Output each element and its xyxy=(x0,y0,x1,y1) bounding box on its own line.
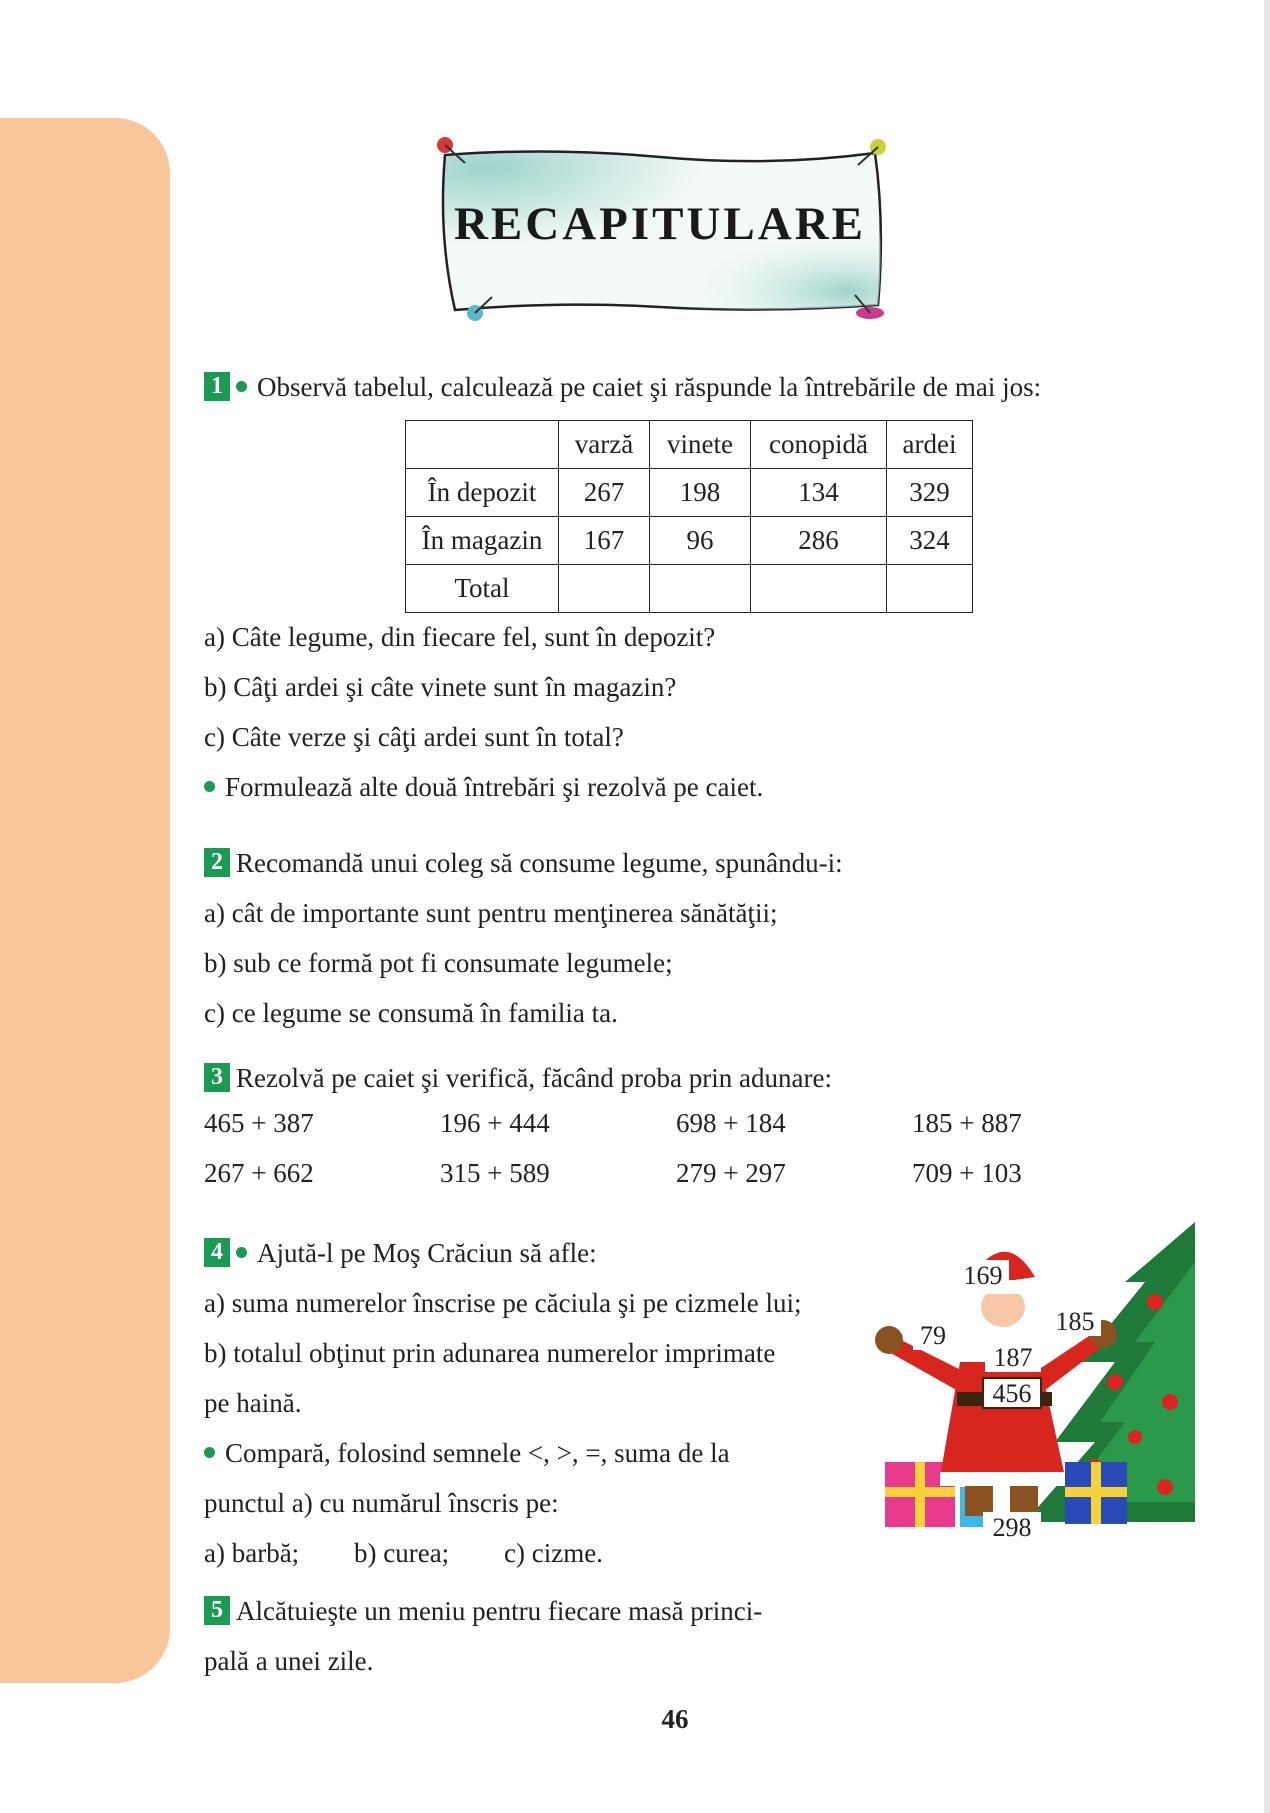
page-title: RECAPITULARE xyxy=(453,198,867,250)
ex1-question-c: c) Câte verze şi câţi ardei sunt în total? xyxy=(204,722,624,752)
title-banner xyxy=(430,135,890,325)
ex4-option: a) barbă; xyxy=(204,1538,300,1568)
table-header-cell: varză xyxy=(559,421,650,469)
ex4-item-b: b) totalul obţinut prin adunarea numerelor imprimate xyxy=(204,1338,776,1368)
ex3-sum: 315 + 589 xyxy=(440,1158,550,1188)
ex1-text: Observă tabelul, calculează pe caiet şi răspunde la întrebările de mai jos: xyxy=(257,372,1042,402)
ex4-item-b-cont: pe haină. xyxy=(204,1388,302,1418)
santa-illustration xyxy=(865,1222,1195,1547)
table-cell xyxy=(650,565,751,613)
santa-belt-number: 456 xyxy=(992,1379,1032,1408)
row-label: În depozit xyxy=(406,469,559,517)
table-cell: 198 xyxy=(650,469,751,517)
table-row xyxy=(406,469,973,517)
santa-hand-number: 185 xyxy=(1055,1307,1095,1336)
ex4-instruction xyxy=(204,1238,597,1270)
table-header-cell: vinete xyxy=(650,421,751,469)
vegetables-table xyxy=(405,420,973,613)
table-cell xyxy=(559,565,650,613)
ex4-item-a: a) suma numerelor înscrise pe căciula şi pe cizmele lui; xyxy=(204,1288,802,1318)
page-edge xyxy=(1264,0,1270,1813)
ex1-extra-text: Formulează alte două întrebări şi rezolvă pe caiet. xyxy=(225,772,764,802)
ex2-item-b: b) sub ce formă pot fi consumate legumele; xyxy=(204,948,673,978)
table-cell xyxy=(751,565,887,613)
table-header-cell: ardei xyxy=(887,421,973,469)
bullet-icon xyxy=(236,1247,247,1258)
ex3-sum: 279 + 297 xyxy=(676,1158,786,1188)
table-cell: 96 xyxy=(650,517,751,565)
ex4-option: b) curea; xyxy=(354,1538,450,1568)
ex5-number: 5 xyxy=(204,1596,230,1625)
table-cell xyxy=(887,565,973,613)
page-number: 46 xyxy=(661,1704,689,1734)
table-row xyxy=(406,565,973,613)
table-cell: 329 xyxy=(887,469,973,517)
ex3-sum: 465 + 387 xyxy=(204,1108,314,1138)
table-cell: 267 xyxy=(559,469,650,517)
bullet-icon xyxy=(204,1447,215,1458)
ex4-text: Ajută-l pe Moş Crăciun să afle: xyxy=(257,1238,597,1268)
ex4-compare xyxy=(204,1438,730,1469)
bullet-icon xyxy=(236,381,247,392)
ex1-extra xyxy=(204,772,763,803)
table-header-cell: conopidă xyxy=(751,421,887,469)
ex3-sum: 185 + 887 xyxy=(912,1108,1022,1138)
ex1-question-b: b) Câţi ardei şi câte vinete sunt în magazin? xyxy=(204,672,677,702)
table-header-row xyxy=(406,421,973,469)
ex2-instruction xyxy=(204,848,843,880)
ex1-question-a: a) Câte legume, din fiecare fel, sunt în depozit? xyxy=(204,622,716,652)
ex3-sum: 709 + 103 xyxy=(912,1158,1022,1188)
ex4-compare-cont: punctul a) cu numărul înscris pe: xyxy=(204,1488,559,1518)
santa-hand-number: 79 xyxy=(920,1321,946,1350)
table-cell: 167 xyxy=(559,517,650,565)
ex4-option: c) cizme. xyxy=(504,1538,603,1568)
table-cell: 324 xyxy=(887,517,973,565)
santa-hat-number: 169 xyxy=(963,1261,1003,1290)
ex3-sum: 196 + 444 xyxy=(440,1108,550,1138)
ex1-instruction xyxy=(204,372,1041,404)
row-label: Total xyxy=(406,565,559,613)
sidebar-band xyxy=(0,118,170,1683)
ex4-number: 4 xyxy=(204,1238,230,1267)
table-row xyxy=(406,517,973,565)
ex1-number: 1 xyxy=(204,372,230,401)
ex2-text: Recomandă unui coleg să consume legume, spunându-i: xyxy=(236,848,843,878)
table-cell: 286 xyxy=(751,517,887,565)
ex3-sum: 698 + 184 xyxy=(676,1108,786,1138)
ex5-line2: pală a unei zile. xyxy=(204,1646,374,1676)
table-cell: 134 xyxy=(751,469,887,517)
bullet-icon xyxy=(204,781,215,792)
ex3-number: 3 xyxy=(204,1063,230,1092)
table-header-cell xyxy=(406,421,559,469)
ex3-instruction xyxy=(204,1063,832,1095)
row-label: În magazin xyxy=(406,517,559,565)
ex5-line1 xyxy=(204,1596,762,1628)
ex5-text: Alcătuieşte un meniu pentru fiecare masă princi- xyxy=(236,1596,763,1626)
santa-boots-number: 298 xyxy=(992,1513,1032,1542)
ex2-item-c: c) ce legume se consumă în familia ta. xyxy=(204,998,618,1028)
ex4-compare-text: Compară, folosind semnele <, >, =, suma de la xyxy=(225,1438,730,1468)
ex2-number: 2 xyxy=(204,848,230,877)
santa-beard-number: 187 xyxy=(993,1343,1033,1372)
ex3-text: Rezolvă pe caiet şi verifică, făcând proba prin adunare: xyxy=(236,1063,832,1093)
santa-tree-icon xyxy=(865,1222,1195,1547)
ex3-sum: 267 + 662 xyxy=(204,1158,314,1188)
ex2-item-a: a) cât de importante sunt pentru menţinerea sănătăţii; xyxy=(204,898,778,928)
